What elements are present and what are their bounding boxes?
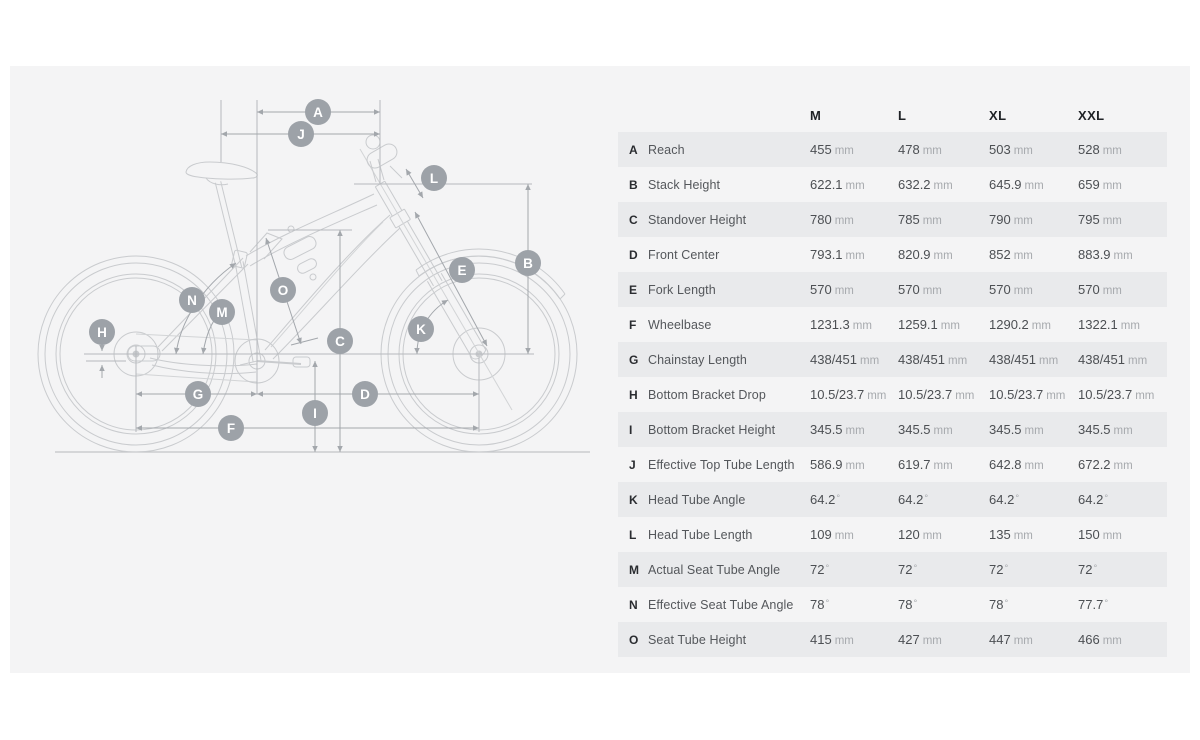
row-value-xxl: 150 mm: [1078, 527, 1122, 542]
row-label: Head Tube Angle: [648, 492, 746, 507]
svg-text:H: H: [97, 324, 107, 340]
row-value-xl: 790 mm: [989, 212, 1033, 227]
row-value-xxl: 883.9 mm: [1078, 247, 1133, 262]
diagram-marker-n: [179, 287, 205, 313]
row-value-m: 780 mm: [810, 212, 854, 227]
row-value-m: 345.5 mm: [810, 422, 865, 437]
row-value-m: 78°: [810, 597, 830, 612]
geometry-table-body: [618, 132, 1167, 657]
table-row: [618, 482, 1167, 517]
row-value-l: 570 mm: [898, 282, 942, 297]
row-letter: G: [629, 352, 639, 367]
svg-text:N: N: [187, 292, 197, 308]
row-letter: M: [629, 562, 639, 577]
row-value-xxl: 570 mm: [1078, 282, 1122, 297]
row-letter: K: [629, 492, 638, 507]
row-value-l: 785 mm: [898, 212, 942, 227]
row-letter: D: [629, 247, 638, 262]
row-label: Wheelbase: [648, 317, 712, 332]
row-letter: J: [629, 457, 636, 472]
row-letter: L: [629, 527, 637, 542]
row-value-xl: 10.5/23.7 mm: [989, 387, 1066, 402]
geometry-table: [618, 66, 1167, 657]
diagram-marker-g: [185, 381, 211, 407]
row-value-m: 455 mm: [810, 142, 854, 157]
row-label: Fork Length: [648, 282, 716, 297]
row-value-m: 793.1 mm: [810, 247, 865, 262]
svg-text:E: E: [457, 262, 467, 278]
diagram-marker-d: [352, 381, 378, 407]
row-label: Standover Height: [648, 212, 747, 227]
row-label: Seat Tube Height: [648, 632, 747, 647]
diagram-marker-c: [327, 328, 353, 354]
column-header-xxl: XXL: [1078, 108, 1105, 123]
diagram-marker-b: [515, 250, 541, 276]
diagram-marker-k: [408, 316, 434, 342]
row-value-xxl: 466 mm: [1078, 632, 1122, 647]
row-value-xl: 1290.2 mm: [989, 317, 1051, 332]
table-row: [618, 587, 1167, 622]
row-value-m: 415 mm: [810, 632, 854, 647]
svg-text:I: I: [313, 405, 317, 421]
table-row: [618, 342, 1167, 377]
row-letter: H: [629, 387, 638, 402]
row-letter: B: [629, 177, 638, 192]
table-row: [618, 132, 1167, 167]
row-value-l: 64.2°: [898, 492, 929, 507]
row-label: Stack Height: [648, 177, 721, 192]
svg-text:O: O: [277, 282, 289, 298]
table-row: [618, 237, 1167, 272]
row-value-xl: 503 mm: [989, 142, 1033, 157]
svg-text:D: D: [360, 386, 370, 402]
diagram-marker-l: [421, 165, 447, 191]
diagram-marker-f: [218, 415, 244, 441]
column-header-xl: XL: [989, 108, 1007, 123]
row-value-xl: 78°: [989, 597, 1009, 612]
row-label: Effective Seat Tube Angle: [648, 597, 794, 612]
row-value-xl: 438/451 mm: [989, 352, 1059, 367]
svg-text:B: B: [523, 255, 533, 271]
row-value-m: 10.5/23.7 mm: [810, 387, 887, 402]
row-value-xxl: 77.7°: [1078, 597, 1109, 612]
row-value-m: 438/451 mm: [810, 352, 880, 367]
row-value-xxl: 345.5 mm: [1078, 422, 1133, 437]
svg-text:F: F: [226, 420, 236, 436]
row-value-m: 622.1 mm: [810, 177, 865, 192]
row-letter: F: [629, 317, 637, 332]
row-value-xxl: 10.5/23.7 mm: [1078, 387, 1155, 402]
row-label: Head Tube Length: [648, 527, 753, 542]
row-value-l: 72°: [898, 562, 918, 577]
row-value-xl: 645.9 mm: [989, 177, 1044, 192]
row-label: Bottom Bracket Height: [648, 422, 776, 437]
row-label: Front Center: [648, 247, 720, 262]
row-value-l: 438/451 mm: [898, 352, 968, 367]
table-row: [618, 622, 1167, 657]
row-value-xxl: 795 mm: [1078, 212, 1122, 227]
row-label: Actual Seat Tube Angle: [648, 562, 781, 577]
table-row: [618, 377, 1167, 412]
svg-text:K: K: [416, 321, 426, 337]
row-value-xxl: 72°: [1078, 562, 1098, 577]
row-value-l: 78°: [898, 597, 918, 612]
row-value-l: 345.5 mm: [898, 422, 953, 437]
column-header-l: L: [898, 108, 907, 123]
row-letter: I: [629, 422, 633, 437]
row-value-m: 570 mm: [810, 282, 854, 297]
row-value-xxl: 528 mm: [1078, 142, 1122, 157]
table-row: [618, 167, 1167, 202]
geometry-panel: [10, 66, 1190, 673]
svg-text:L: L: [429, 170, 439, 186]
diagram-marker-j: [288, 121, 314, 147]
table-row: [618, 272, 1167, 307]
row-value-xl: 72°: [989, 562, 1009, 577]
row-label: Effective Top Tube Length: [648, 457, 795, 472]
row-value-l: 10.5/23.7 mm: [898, 387, 975, 402]
row-value-l: 120 mm: [898, 527, 942, 542]
svg-text:J: J: [297, 126, 305, 142]
diagram-marker-h: [89, 319, 115, 345]
table-row: [618, 447, 1167, 482]
svg-text:A: A: [313, 104, 323, 120]
column-header-m: M: [810, 108, 822, 123]
row-value-xl: 135 mm: [989, 527, 1033, 542]
row-value-xxl: 672.2 mm: [1078, 457, 1133, 472]
row-letter: N: [629, 597, 638, 612]
row-letter: O: [629, 632, 639, 647]
row-label: Reach: [648, 142, 685, 157]
row-value-xl: 447 mm: [989, 632, 1033, 647]
row-label: Bottom Bracket Drop: [648, 387, 766, 402]
row-value-xl: 642.8 mm: [989, 457, 1044, 472]
row-value-xxl: 64.2°: [1078, 492, 1109, 507]
diagram-marker-a: [305, 99, 331, 125]
svg-text:G: G: [192, 386, 204, 402]
diagram-marker-o: [270, 277, 296, 303]
row-value-xxl: 438/451 mm: [1078, 352, 1148, 367]
table-row: [618, 307, 1167, 342]
row-value-l: 820.9 mm: [898, 247, 953, 262]
table-row: [618, 552, 1167, 587]
row-value-xl: 570 mm: [989, 282, 1033, 297]
row-value-m: 64.2°: [810, 492, 841, 507]
row-value-xl: 852 mm: [989, 247, 1033, 262]
row-value-l: 1259.1 mm: [898, 317, 960, 332]
row-letter: E: [629, 282, 638, 297]
diagram-marker-e: [449, 257, 475, 283]
row-value-xxl: 659 mm: [1078, 177, 1122, 192]
bike-frame: [128, 135, 565, 410]
svg-text:M: M: [216, 304, 228, 320]
row-value-xl: 64.2°: [989, 492, 1020, 507]
row-label: Chainstay Length: [648, 352, 747, 367]
row-value-m: 586.9 mm: [810, 457, 865, 472]
table-row: [618, 202, 1167, 237]
row-letter: A: [629, 142, 638, 157]
row-value-xxl: 1322.1 mm: [1078, 317, 1140, 332]
geometry-table-header: [618, 66, 1167, 132]
row-value-l: 478 mm: [898, 142, 942, 157]
row-value-m: 109 mm: [810, 527, 854, 542]
row-value-xl: 345.5 mm: [989, 422, 1044, 437]
row-value-m: 72°: [810, 562, 830, 577]
row-letter: C: [629, 212, 638, 227]
bike-geometry-diagram: [10, 66, 620, 673]
diagram-marker-m: [209, 299, 235, 325]
row-value-l: 427 mm: [898, 632, 942, 647]
row-value-l: 619.7 mm: [898, 457, 953, 472]
table-row: [618, 517, 1167, 552]
row-value-m: 1231.3 mm: [810, 317, 872, 332]
row-value-l: 632.2 mm: [898, 177, 953, 192]
table-row: [618, 412, 1167, 447]
svg-text:C: C: [335, 333, 345, 349]
diagram-marker-i: [302, 400, 328, 426]
